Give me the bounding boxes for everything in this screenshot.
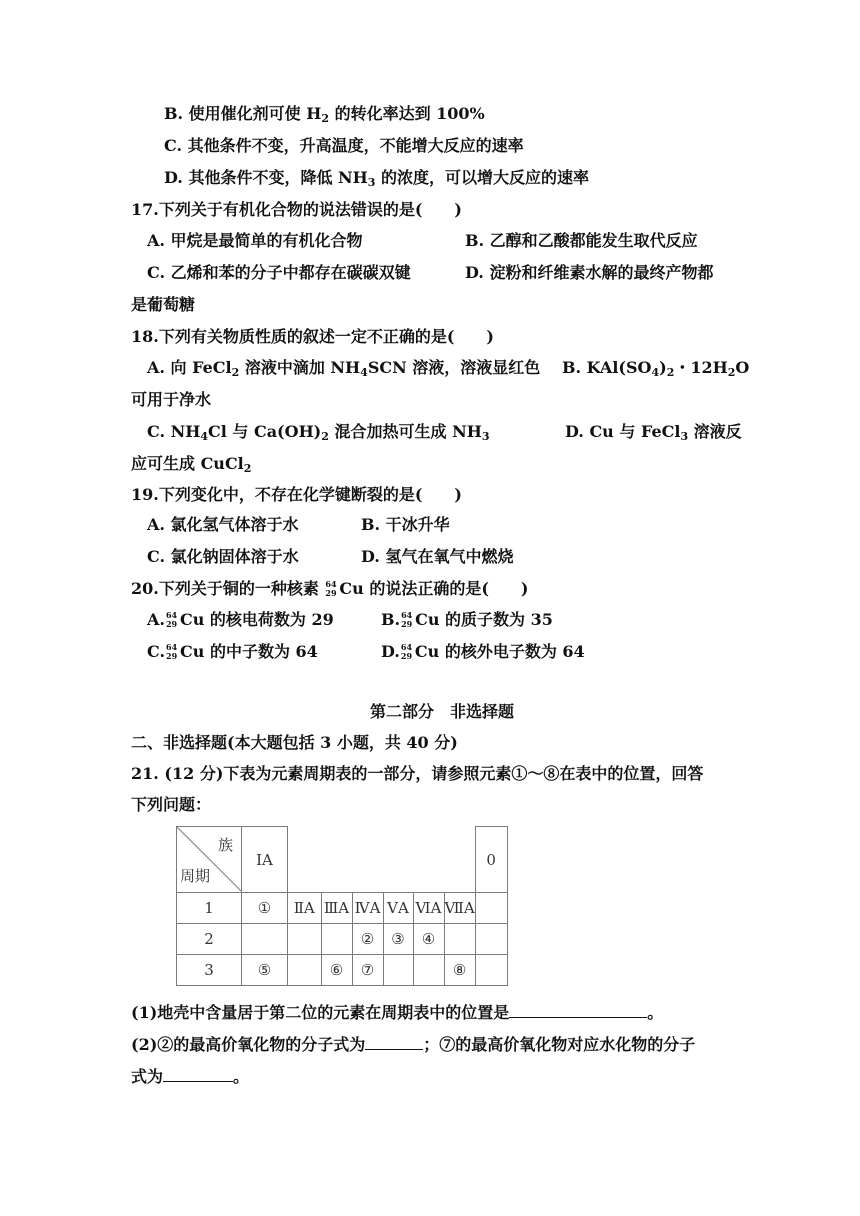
- element-cell: [475, 893, 507, 924]
- q17-option-c: C. 乙烯和苯的分子中都存在碳碳双键: [147, 263, 411, 282]
- q17-option-a: A. 甲烷是最简单的有机化合物: [147, 231, 363, 250]
- nuclide-notation: 64 29: [165, 610, 178, 629]
- q21-stem-line2: 下列问题：: [131, 795, 212, 814]
- period-number: 1: [177, 893, 242, 924]
- q18-option-d-continued: 应可生成 CuCl$_2$: [131, 454, 252, 475]
- element-cell: ②: [352, 924, 383, 955]
- empty-cell: [288, 827, 322, 893]
- element-cell: ③: [383, 924, 413, 955]
- group-label: 族: [217, 836, 233, 854]
- q18-option-c: C. $NH_4Cl$ 与 $Ca(OH)_2$ 混合加热可生成 $NH_3$: [147, 422, 490, 443]
- q19-option-c: C. 氯化钠固体溶于水: [147, 547, 299, 566]
- empty-cell: [321, 827, 352, 893]
- q20-option-b: B. 64 29 Cu 的质子数为 35: [381, 610, 553, 629]
- period-number: 3: [177, 955, 242, 986]
- element-cell: ①: [242, 893, 288, 924]
- answer-blank[interactable]: [509, 1002, 647, 1018]
- q20-option-a: A. 64 29 Cu 的核电荷数为 29: [147, 610, 334, 629]
- group-header: ⅥA: [413, 893, 444, 924]
- group-header: ⅡA: [288, 893, 322, 924]
- q21-stem-line1: 21. (12 分)下表为元素周期表的一部分，请参照元素①～⑧在表中的位置，回答: [131, 764, 704, 783]
- element-cell: [321, 924, 352, 955]
- nuclide-notation: 64 29: [401, 610, 413, 629]
- element-cell: ⑤: [242, 955, 288, 986]
- element-cell: ⑧: [444, 955, 475, 986]
- q17-option-d-continued: 是葡萄糖: [131, 295, 196, 314]
- answer-blank[interactable]: [365, 1034, 423, 1050]
- q18-option-a: A. 向 FeCl$_2$ 溶液中滴加 $NH_4SCN$ 溶液，溶液显红色: [147, 358, 541, 379]
- empty-cell: [352, 827, 383, 893]
- group-header: ⅦA: [444, 893, 475, 924]
- element-cell: ⑥: [321, 955, 352, 986]
- group-header: ⅣA: [352, 893, 383, 924]
- periodic-table-excerpt: [176, 826, 508, 986]
- q21-part1: (1)地壳中含量居于第二位的元素在周期表中的位置是 。: [131, 1003, 664, 1022]
- group-header: ⅢA: [321, 893, 352, 924]
- nuclide-notation: 64 29: [166, 642, 178, 661]
- q21-part2-line2: 式为 。: [131, 1067, 250, 1086]
- q19-option-b: B. 干冰升华: [361, 515, 450, 534]
- nuclide-notation: 64 29: [400, 642, 413, 661]
- element-cell: ⑦: [352, 955, 383, 986]
- element-cell: ④: [413, 924, 444, 955]
- element-cell: [383, 955, 413, 986]
- empty-cell: [413, 827, 444, 893]
- section-heading: 二、非选择题(本大题包括 3 小题，共 40 分): [131, 733, 458, 752]
- q18-option-d: D. Cu 与 FeCl$_3$ 溶液反: [565, 422, 742, 443]
- empty-cell: [383, 827, 413, 893]
- corner-header-cell: [177, 827, 242, 893]
- group-header: ⅤA: [383, 893, 413, 924]
- element-cell: [288, 924, 322, 955]
- q16-option-d: D. 其他条件不变，降低 $NH_3$ 的浓度，可以增大反应的速率: [164, 168, 589, 189]
- element-cell: [413, 955, 444, 986]
- empty-cell: [444, 827, 475, 893]
- q18-option-b-continued: 可用于净水: [131, 390, 212, 409]
- q16-option-b: B. 使用催化剂可使 $H_2$ 的转化率达到 100%: [164, 104, 485, 125]
- element-cell: [475, 955, 507, 986]
- q16-option-c: C. 其他条件不变，升高温度，不能增大反应的速率: [164, 136, 524, 155]
- q21-part2-line1: (2)②的最高价氧化物的分子式为 ；⑦的最高价氧化物对应水化物的分子: [131, 1035, 696, 1054]
- table-header-row: [177, 827, 508, 893]
- table-row-period-1: [177, 893, 508, 924]
- q18-stem: 18.下列有关物质性质的叙述一定不正确的是( ): [131, 327, 494, 346]
- q17-stem: 17.下列关于有机化合物的说法错误的是( ): [131, 200, 462, 219]
- q18-option-b: B. $KAl(SO_4)_2$・$12H_2O$: [562, 358, 750, 379]
- q20-option-c: C. 64 29 Cu 的中子数为 64: [147, 642, 318, 661]
- q17-option-b: B. 乙醇和乙酸都能发生取代反应: [465, 231, 698, 250]
- group-0-header: 0: [475, 827, 507, 893]
- q19-stem: 19.下列变化中，不存在化学键断裂的是( ): [131, 485, 462, 504]
- q20-option-d: D. 64 29 Cu 的核外电子数为 64: [381, 642, 585, 661]
- period-number: 2: [177, 924, 242, 955]
- group-1a-header: ⅠA: [242, 827, 288, 893]
- element-cell: [288, 955, 322, 986]
- element-cell: [242, 924, 288, 955]
- table-row-period-3: [177, 955, 508, 986]
- q20-stem: 20.下列关于铜的一种核素 64 29 Cu 的说法正确的是( ): [131, 579, 529, 598]
- period-label: 周期: [180, 867, 211, 885]
- part2-title: 第二部分 非选择题: [370, 702, 515, 721]
- element-cell: [444, 924, 475, 955]
- q19-option-d: D. 氢气在氧气中燃烧: [361, 547, 514, 566]
- nuclide-notation: 64 29: [325, 579, 337, 598]
- q17-option-d: D. 淀粉和纤维素水解的最终产物都: [465, 263, 714, 282]
- element-cell: [475, 924, 507, 955]
- q19-option-a: A. 氯化氢气体溶于水: [147, 515, 299, 534]
- answer-blank[interactable]: [163, 1066, 233, 1082]
- table-row-period-2: [177, 924, 508, 955]
